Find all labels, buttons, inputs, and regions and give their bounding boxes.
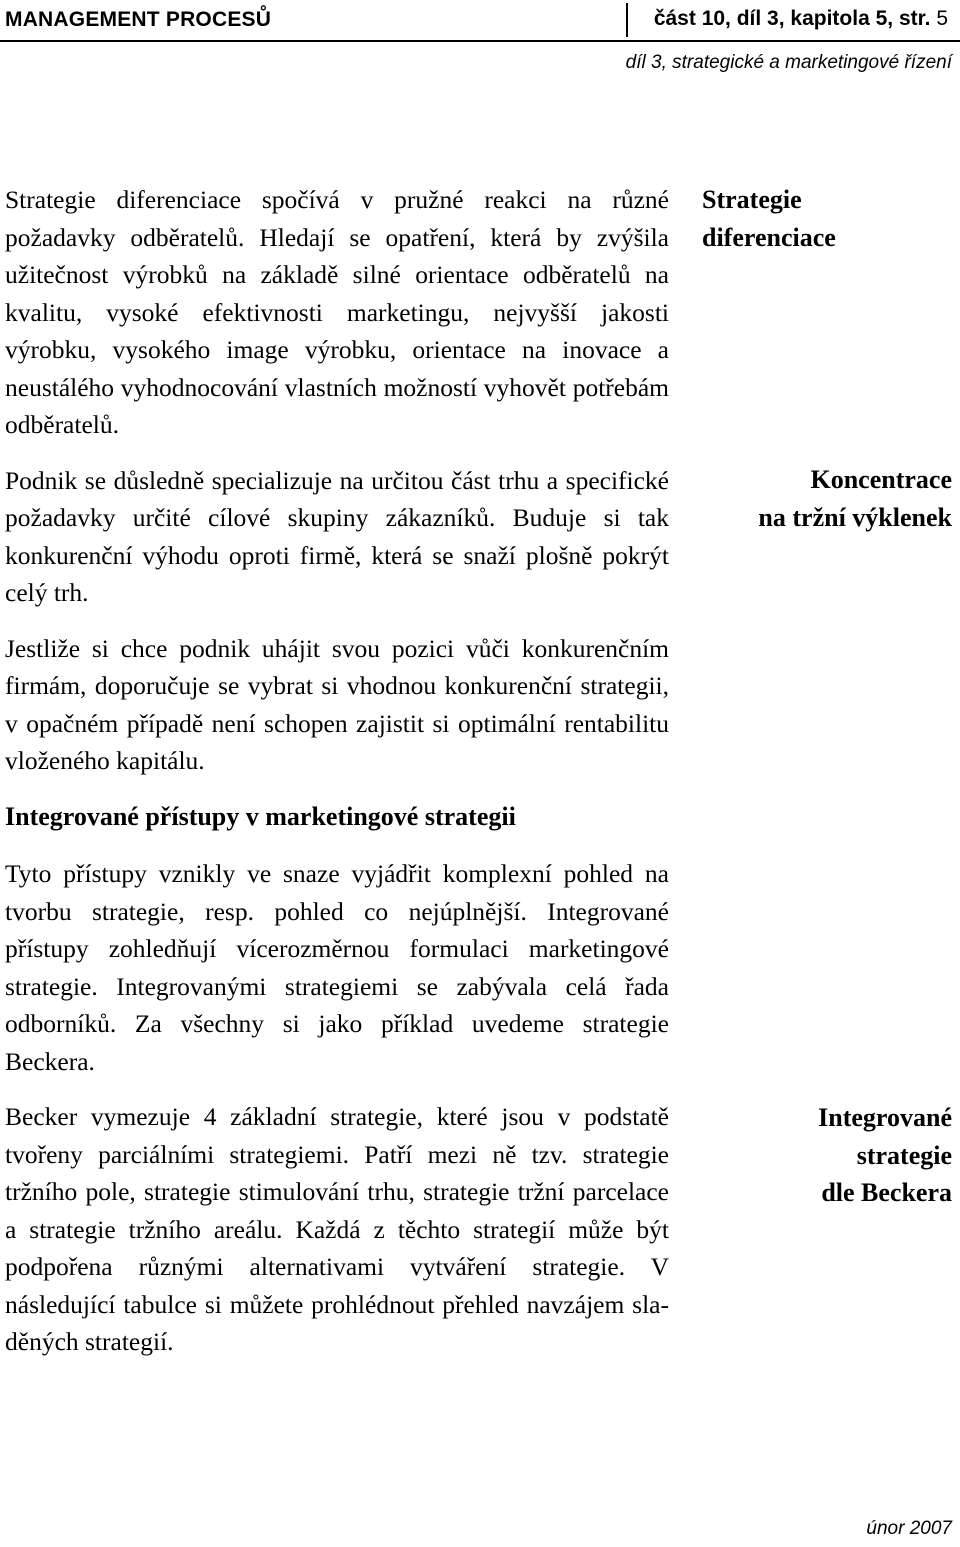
paragraph: Jestliže si chce podnik uhájit svou pozici vůči konkurenčním firmám, doporučuje se vybrat si vhodnou konkurenční strategii, v opačném případě není schopen zajistit si optimální rentabilitu vloženého kapitálu.	[5, 633, 669, 775]
margin-note-integrovane-strategie	[697, 1099, 952, 1212]
margin-note-strategie-diferenciace	[702, 181, 957, 256]
page-number: 5	[936, 7, 948, 30]
subtitle: díl 3, strategické a marketingové řízení	[625, 52, 952, 73]
margin-note-line: na tržní výklenek	[758, 502, 952, 532]
margin-note-line: Koncentrace	[810, 465, 952, 494]
running-title: MANAGEMENT PROCESŮ	[5, 8, 272, 31]
paragraph: Becker vymezuje 4 základní strategie, které jsou v podstatě tvořeny parciálními strategiemi. Patří mezi ně tzv. strategie tržního pole, strategie stimulování trhu, strategie tržní parcelace a strategie tržního areálu. Každá z těchto strategií může být podpořena různými alternativami vytváření strategie. V následující tabulce si můžete prohlédnout přehled navzájem sladěných strategií.	[5, 1102, 669, 1356]
paragraph: Podnik se důsledně specializuje na určitou část trhu a specifické požadavky určité cílové skupiny zákazníků. Buduje si tak konkurenční výhodu oproti firmě, která se snaží plošně pokrýt celý trh.	[5, 465, 669, 607]
section-heading: Integrované přístupy v marketingové strategii	[5, 801, 516, 831]
margin-note-line: diferenciace	[702, 222, 836, 252]
header-divider	[0, 40, 960, 42]
margin-note-line: strategie	[856, 1140, 952, 1170]
section-label: část 10, díl 3, kapitola 5, str.	[653, 7, 931, 30]
margin-note-line: Integrované	[818, 1103, 952, 1132]
margin-note-koncentrace	[697, 461, 952, 536]
paragraph: Tyto přístupy vznikly ve snaze vyjádřit komplexní pohled na tvorbu strategie, resp. pohled co nejúplnější. Integrované přístupy zohledňují vícerozměrnou formulaci marketingové strategie. Integrovanými strategiemi se zabývala celá řada odborníků. Za všechny si jako příklad uvedeme strategie Beckera.	[5, 859, 669, 1076]
margin-note-line: Strategie	[702, 185, 802, 214]
margin-note-line: dle Beckera	[821, 1178, 952, 1207]
section-locator	[626, 3, 952, 37]
main-text-column	[5, 181, 669, 1379]
paragraph: Strategie diferenciace spočívá v pružné reakci na různé požadavky odběratelů. Hledají se opatření, která by zvýšila užitečnost výrobků na základě silné orientace odběratelů na kvalitu, vysoké efektivnosti marketingu, nejvyšší jakosti výrobku, vysokého image výrobku, orientace na inovace a neustálého vyhodnocování vlastních možností vyhovět potřebám odběratelů.	[5, 185, 669, 439]
footer-date: únor 2007	[866, 1518, 952, 1539]
